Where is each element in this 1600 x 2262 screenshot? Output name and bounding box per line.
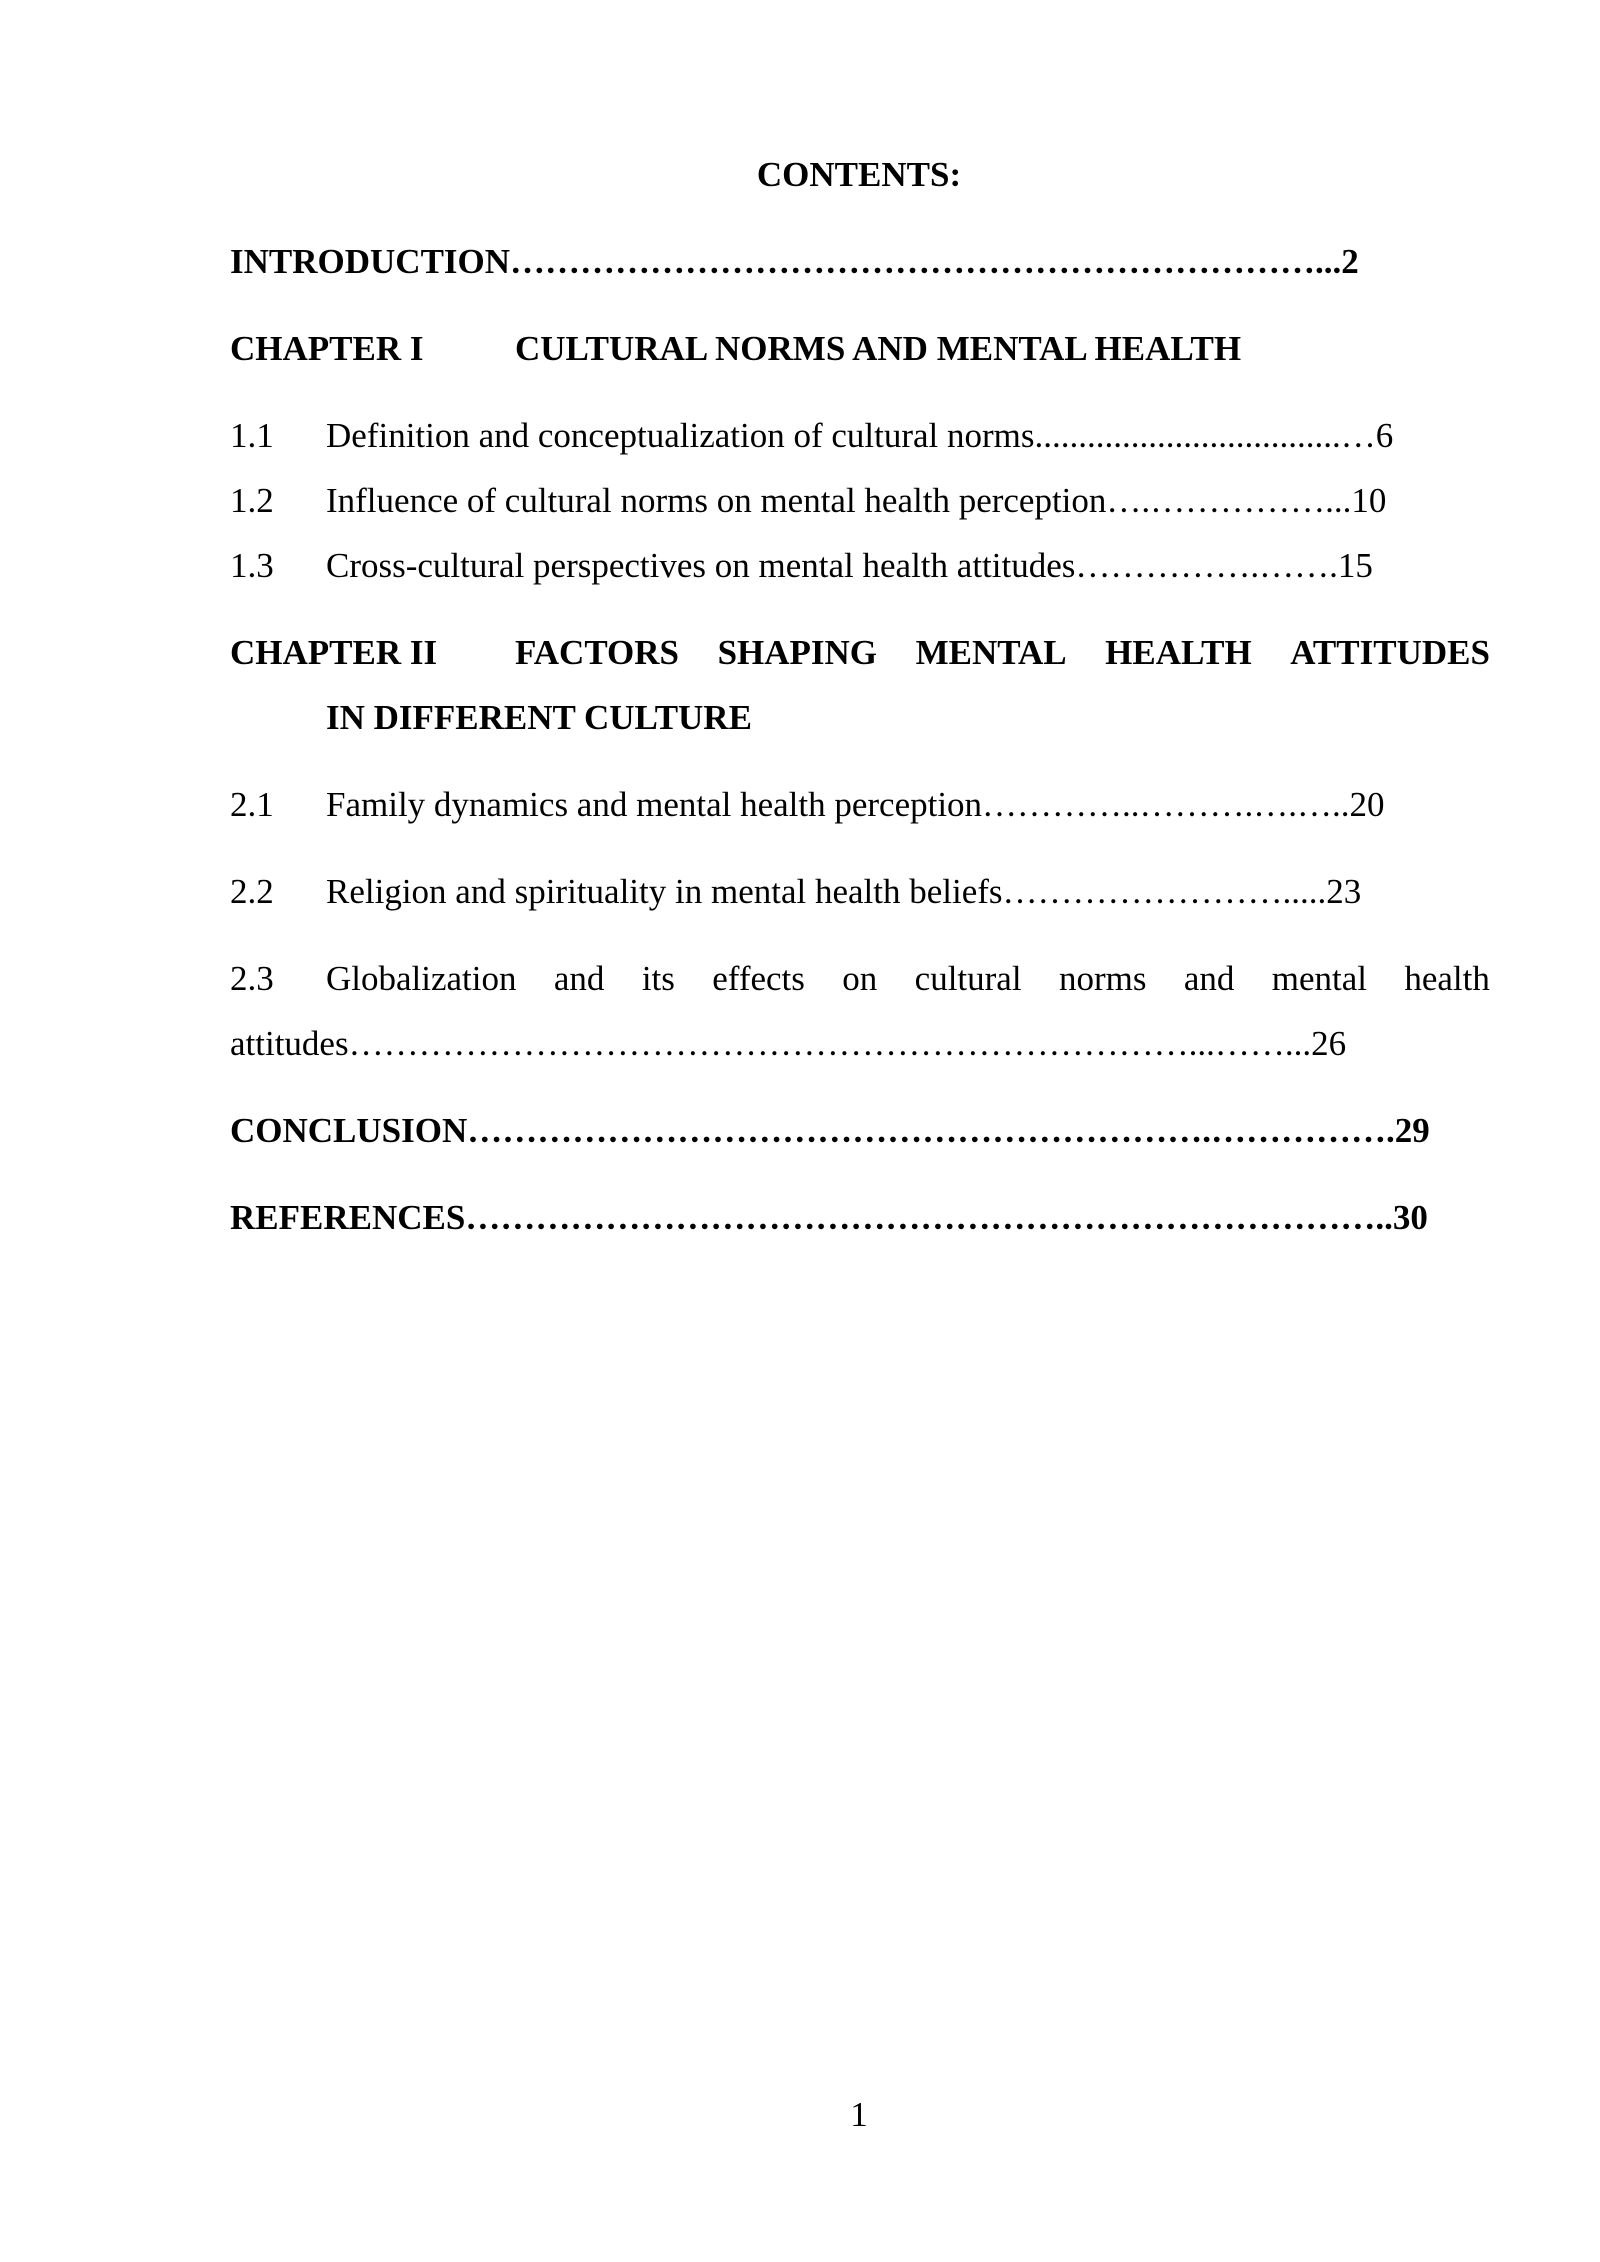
toc-item-2-3-line2: attitudes………………………………………………………………...……...26 [230, 1024, 1347, 1063]
toc-item-1-3 [230, 546, 1490, 586]
toc-item-word: cultural [914, 959, 1022, 998]
toc-item-number: 2.2 [230, 872, 274, 911]
toc-item-text: Definition and conceptualization of cultural norms...................................…6 [326, 416, 1394, 455]
page-number: 1 [850, 2095, 868, 2134]
chapter-2-title-word: MENTAL [915, 633, 1067, 672]
toc-item-word: on [842, 959, 878, 998]
toc-item-number: 2.1 [230, 785, 274, 824]
toc-conclusion: CONCLUSION……………………………………………………….…………….29 [230, 1111, 1430, 1150]
chapter-2-title-word: HEALTH [1105, 633, 1252, 672]
chapter-2-title-word: FACTORS [515, 633, 680, 672]
toc-item-2-3 [230, 959, 1490, 999]
chapter-2-title-line2: IN DIFFERENT CULTURE [326, 698, 752, 737]
toc-item-2-1 [230, 785, 1490, 825]
toc-item-number: 1.3 [230, 546, 274, 585]
chapter-1-heading [230, 329, 1490, 369]
toc-item-word: effects [712, 959, 805, 998]
toc-item-number: 1.2 [230, 481, 274, 520]
toc-item-word: mental [1271, 959, 1367, 998]
toc-item-text: Influence of cultural norms on mental health perception….……………...10 [326, 481, 1387, 520]
toc-item-word: health [1404, 959, 1490, 998]
chapter-2-title-word: SHAPING [717, 633, 878, 672]
toc-item-1-2 [230, 481, 1490, 521]
toc-item-number: 1.1 [230, 416, 274, 455]
toc-references: REFERENCES……………………………………………………………………..30 [230, 1198, 1428, 1237]
toc-item-word: norms [1058, 959, 1147, 998]
toc-item-word: Globalization [326, 959, 517, 998]
contents-title: CONTENTS: [756, 155, 962, 194]
toc-item-text: Cross-cultural perspectives on mental health attitudes…………….…….15 [326, 546, 1373, 585]
toc-item-text [326, 959, 1490, 999]
toc-item-1-1 [230, 416, 1490, 456]
chapter-1-title: CULTURAL NORMS AND MENTAL HEALTH [515, 329, 1242, 368]
chapter-2-heading [230, 633, 1490, 673]
chapter-2-label: CHAPTER II [230, 633, 438, 672]
toc-introduction: INTRODUCTION……………………………………………………………...2 [230, 242, 1359, 281]
toc-item-text: Religion and spirituality in mental health beliefs…………………….....23 [326, 872, 1362, 911]
toc-item-word: and [553, 959, 605, 998]
toc-item-2-2 [230, 872, 1490, 912]
toc-item-word: and [1183, 959, 1235, 998]
chapter-2-title-word: ATTITUDES [1290, 633, 1490, 672]
chapter-2-title [515, 633, 1490, 673]
toc-item-word: its [641, 959, 675, 998]
toc-item-text: Family dynamics and mental health perception…………..……….….…..20 [326, 785, 1385, 824]
toc-item-number: 2.3 [230, 959, 274, 998]
chapter-1-label: CHAPTER I [230, 329, 424, 368]
